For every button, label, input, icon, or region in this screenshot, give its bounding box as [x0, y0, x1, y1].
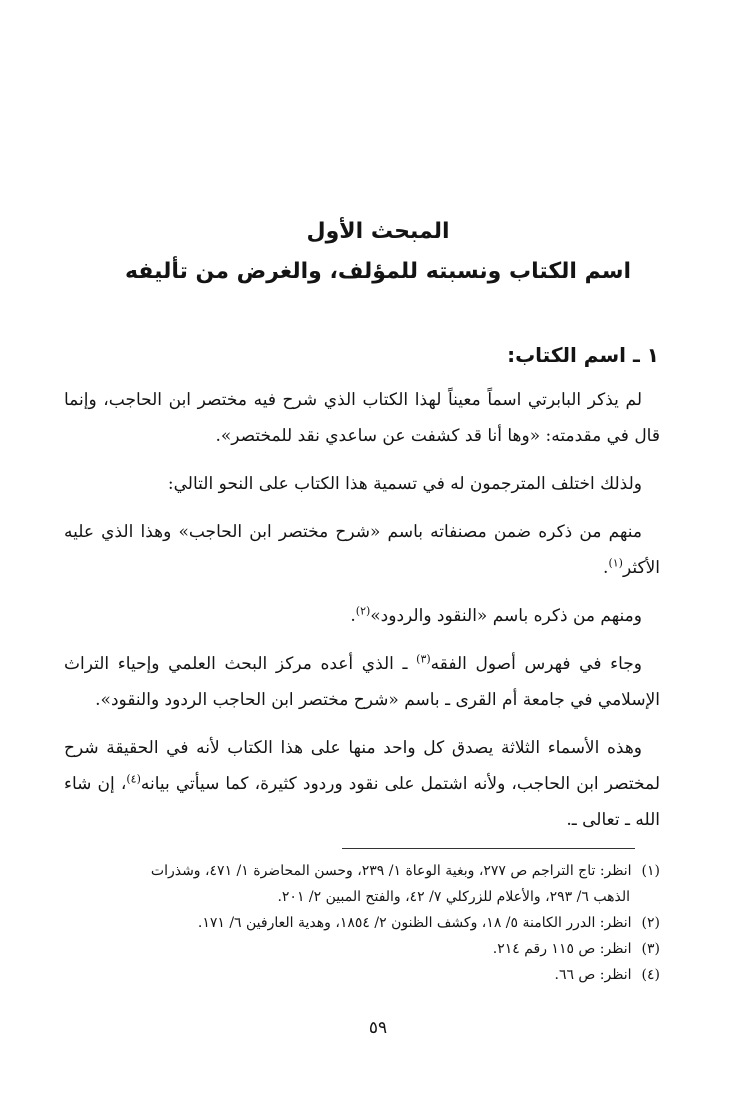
- paragraph: [64, 514, 660, 586]
- footnote-number: (٢): [641, 915, 660, 931]
- paragraph-text: ـ الذي أعده مركز البحث العلمي وإحياء التراث الإسلامي في جامعة أم القرى ـ باسم «شرح مختصر ابن الحاجب الردود والنقود».: [64, 654, 660, 710]
- footnote-divider: [342, 848, 635, 849]
- footnote-continuation: الذهب ٦/ ٢٩٣، والأعلام للزركلي ٧/ ٤٢، والفتح المبين ٢/ ٢٠١.: [277, 889, 630, 905]
- body-text: [64, 382, 660, 850]
- paragraph: [64, 466, 660, 502]
- paragraph-text: وجاء في فهرس أصول الفقه: [430, 654, 642, 674]
- footnote-text: انظر: ص ٦٦.: [554, 967, 632, 983]
- footnote: [64, 910, 660, 936]
- paragraph-text: .: [350, 606, 356, 626]
- paragraph-text: ومنهم من ذكره باسم «النقود والردود»: [370, 606, 642, 626]
- footnote-number: (٣): [641, 941, 660, 957]
- paragraph-text: منهم من ذكره ضمن مصنفاته باسم «شرح مختصر ابن الحاجب» وهذا الذي عليه الأكثر: [64, 522, 660, 578]
- footnote-reference: (٤): [126, 772, 141, 786]
- footnote: [64, 936, 660, 962]
- paragraph: [64, 730, 660, 838]
- paragraph-text: ولذلك اختلف المترجمون له في تسمية هذا الكتاب على النحو التالي:: [167, 474, 642, 494]
- footnote-number: (١): [641, 863, 660, 879]
- section-heading: ١ ـ اسم الكتاب:: [507, 343, 659, 367]
- footnote-reference: (١): [608, 556, 623, 570]
- footnote: [64, 962, 660, 988]
- footnotes: [64, 858, 660, 988]
- footnote-number: (٤): [641, 967, 660, 983]
- paragraph-text: .: [603, 558, 609, 578]
- paragraph-text: وهذه الأسماء الثلاثة يصدق كل واحد منها على هذا الكتاب لأنه في الحقيقة شرح لمختصر ابن الحاجب، ولأنه اشتمل على نقود وردود كثيرة، كما سيأتي بيانه: [64, 738, 661, 794]
- footnote-text: انظر: تاج التراجم ص ٢٧٧، وبغية الوعاة ١/ ٢٣٩، وحسن المحاضرة ١/ ٤٧١، وشذرات: [150, 863, 632, 879]
- footnote-reference: (٣): [416, 652, 431, 666]
- chapter-header: [0, 212, 756, 292]
- footnote: [64, 858, 660, 884]
- page-number: ٥٩: [368, 1018, 388, 1038]
- paragraph-text: ، إن شاء الله ـ تعالى ـ.: [64, 774, 660, 830]
- footnote-text: انظر: الدرر الكامنة ٥/ ١٨، وكشف الظنون ٢/ ١٨٥٤، وهدية العارفين ٦/ ١٧١.: [197, 915, 632, 931]
- paragraph: [64, 598, 660, 634]
- footnote-reference: (٢): [355, 604, 371, 618]
- footnote-text: انظر: ص ١١٥ رقم ٢١٤.: [492, 941, 632, 957]
- paragraph: [64, 646, 660, 718]
- chapter-subtitle: اسم الكتاب ونسبته للمؤلف، والغرض من تأليفه: [124, 259, 632, 284]
- chapter-title: المبحث الأول: [306, 219, 450, 244]
- paragraph-text: لم يذكر البابرتي اسماً معيناً لهذا الكتاب الذي شرح فيه مختصر ابن الحاجب، وإنما قال في مقدمته: «وها أنا قد كشفت عن ساعدي نقد للمختصر».: [64, 390, 660, 446]
- paragraph: [64, 382, 660, 454]
